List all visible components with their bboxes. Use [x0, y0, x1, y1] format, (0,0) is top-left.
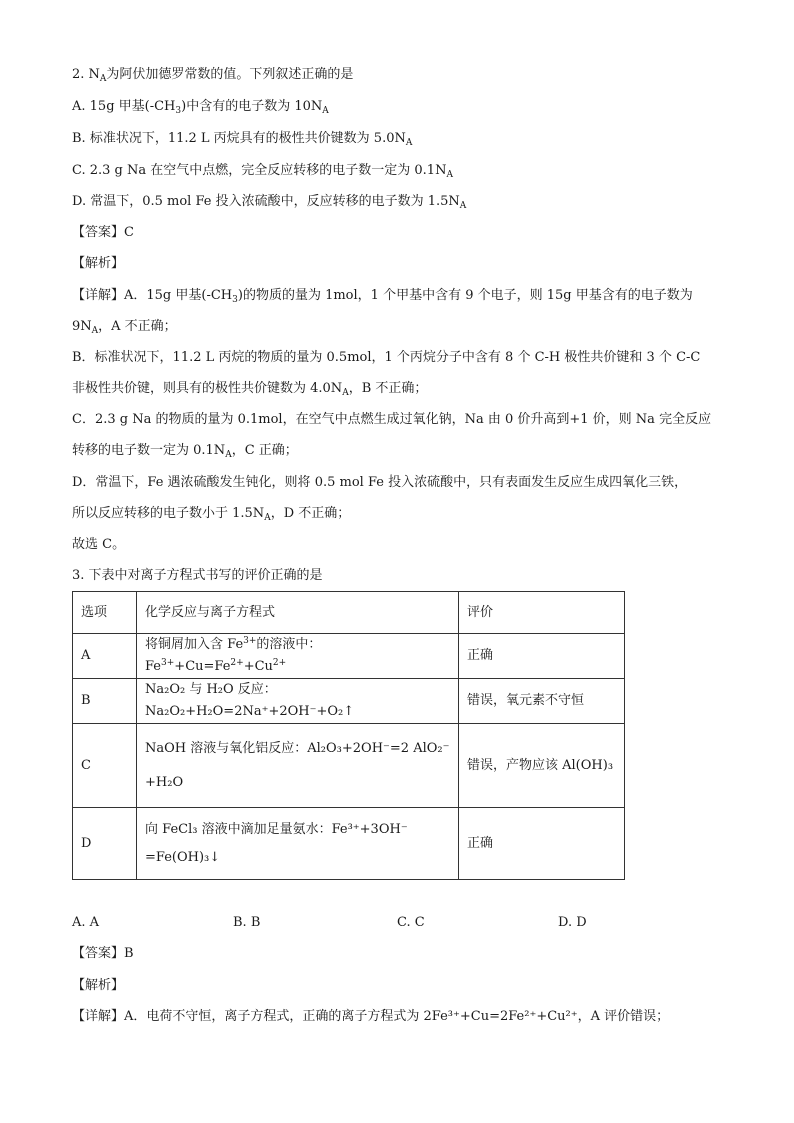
row-d-evaluation: 正确	[459, 808, 625, 880]
q2-answer: 【答案】C	[72, 225, 134, 240]
q3-answer: 【答案】B	[72, 946, 134, 961]
row-d-eq-line2: =Fe(OH)₃↓	[145, 849, 221, 865]
row-c-eq-line1: NaOH 溶液与氧化铝反应：Al₂O₃+2OH⁻=2 AlO₂⁻	[145, 740, 450, 756]
table-row	[73, 808, 625, 880]
q2-option-a: A. 15g 甲基$(-CH_3)$中含有的电子数为 $10N_A$	[72, 99, 329, 116]
row-d-option: D	[73, 808, 137, 880]
q2-detail-d-line1: D．常温下，Fe 遇浓硫酸发生钝化，则将 0.5 mol Fe 投入浓硫酸中，只有表面发生反应生成四氧化三铁，	[72, 475, 688, 490]
header-equation: 化学反应与离子方程式	[137, 592, 459, 634]
q3-analysis-heading: 【解析】	[72, 978, 125, 993]
row-a-equation: 将铜屑加入含 $Fe^{3+}$的溶液中：$Fe^{3+}+Cu=Fe^{2+}+Cu^{2+}$	[137, 634, 459, 679]
table-header-row	[73, 592, 625, 634]
q2-detail-b-line2: 非极性共价键，则具有的极性共价键数为 $4.0N_A$，B 不正确；	[72, 381, 428, 398]
header-evaluation: 评价	[459, 592, 625, 634]
row-c-eq-line2: +H₂O	[145, 774, 184, 790]
q2-option-d: D. 常温下，0.5 mol Fe 投入浓硫酸中，反应转移的电子数为 $1.5N_A$	[72, 194, 467, 211]
header-option: 选项	[73, 592, 137, 634]
row-b-evaluation: 错误，氧元素不守恒	[459, 679, 625, 724]
row-b-option: B	[73, 679, 137, 724]
q2-detail-a-line1: 【详解】A．15g 甲基$(-CH_3)$的物质的量为 1mol，1 个甲基中含有 9 个电子，则 15g 甲基含有的电子数为	[72, 288, 693, 305]
row-a-option: A	[73, 634, 137, 679]
q2-stem: 2. $N_A$为阿伏加德罗常数的值。下列叙述正确的是	[72, 67, 354, 84]
q3-option-d: D. D	[558, 915, 587, 930]
row-d-eq-line1: 向 FeCl₃ 溶液中滴加足量氨水：Fe³⁺+3OH⁻	[145, 821, 408, 837]
table-row	[73, 634, 625, 679]
q2-analysis-heading: 【解析】	[72, 256, 125, 271]
row-d-equation	[137, 808, 459, 880]
q2-detail-c-line2: 转移的电子数一定为 $0.1N_A$，C 正确；	[72, 443, 298, 460]
q2-option-b: B. 标准状况下，11.2 L 丙烷具有的极性共价键数为 $5.0N_A$	[72, 131, 413, 148]
q2-detail-c-line1: C．2.3 g Na 的物质的量为 0.1mol，在空气中点燃生成过氧化钠，Na 由 0 价升高到+1 价，则 Na 完全反应	[72, 412, 712, 427]
q2-detail-b-line1: B．标准状况下，11.2 L 丙烷的物质的量为 0.5mol，1 个丙烷分子中含有 8 个 C-H 极性共价键和 3 个 C-C	[72, 350, 701, 365]
row-a-evaluation: 正确	[459, 634, 625, 679]
row-c-option: C	[73, 724, 137, 808]
q2-detail-d-line2: 所以反应转移的电子数小于 $1.5N_A$，D 不正确；	[72, 506, 351, 523]
q2-conclusion: 故选 C。	[72, 537, 126, 552]
q3-option-b: B. B	[233, 915, 261, 930]
evaluation-table	[72, 591, 625, 880]
q2-option-c: C. 2.3 g Na 在空气中点燃，完全反应转移的电子数一定为 $0.1N_A$	[72, 163, 453, 180]
q3-detail-a: 【详解】A．电荷不守恒，离子方程式，正确的离子方程式为 2Fe³⁺+Cu=2Fe²⁺+Cu²⁺，A 评价错误；	[72, 1009, 670, 1024]
q3-stem: 3. 下表中对离子方程式书写的评价正确的是	[72, 568, 323, 583]
row-c-evaluation: 错误，产物应该 Al(OH)₃	[459, 724, 625, 808]
q2-detail-a-line2: $9N_A$，A 不正确；	[72, 319, 177, 336]
row-b-equation: Na₂O₂ 与 H₂O 反应：Na₂O₂+H₂O=2Na⁺+2OH⁻+O₂↑	[137, 679, 459, 724]
table-row	[73, 679, 625, 724]
q3-option-c: C. C	[397, 915, 425, 930]
table-row	[73, 724, 625, 808]
row-c-equation	[137, 724, 459, 808]
q3-option-a: A. A	[72, 915, 100, 930]
